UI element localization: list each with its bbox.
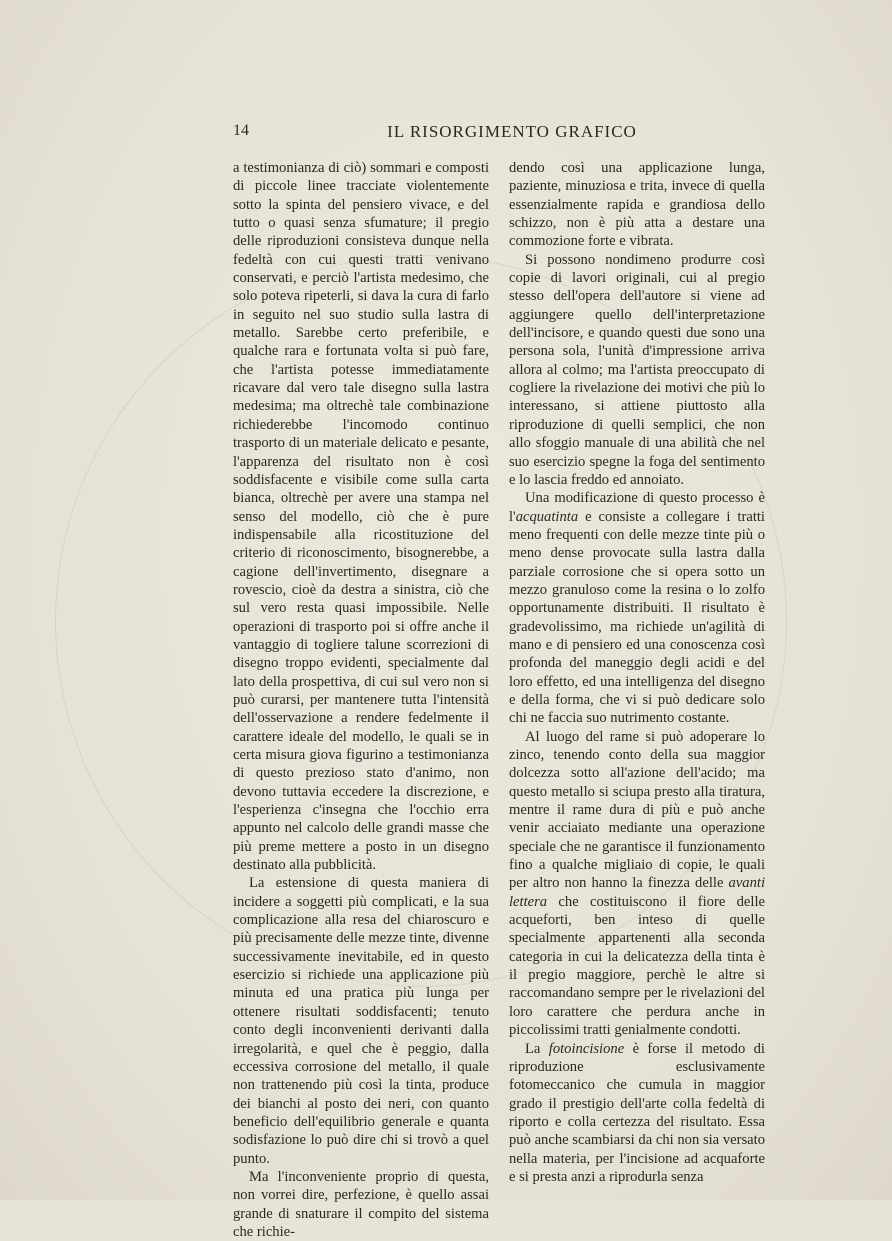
paragraph: Ma l'inconveniente proprio di questa, non vorrei dire, perfezione, è quello assai grande di snaturare il compito del sistema che richie-	[233, 1168, 489, 1240]
paragraph: Si possono nondimeno produrre così copie di lavori originali, cui al pregio stesso dell'opera dell'autore si viene ad aggiungere quello dell'interpretazione dell'incisore, e quando questi due sono una persona sola, l'unità d'impressione arriva allora al colmo; ma l'artista preoccupato di cogliere la rivelazione dei motivi che più lo interessano, si attiene piuttosto alla riproduzione di quelli semplici, che non allo sfoggio manuale di una abilità che nel suo esercizio spegne la foga del sentimento e lo lascia freddo ed annoiato.	[509, 251, 765, 488]
page-header	[233, 122, 767, 146]
running-title: IL RISORGIMENTO GRAFICO	[387, 122, 637, 141]
text-run: Al luogo del rame si può adoperare lo zinco, tenendo conto della sua maggior dolcezza sotto all'azione dell'acido; ma questo metallo si sciupa presto alla tiratura, mentre il rame dura di più e può anche venir acciaiato mediante una operazione speciale che ne garantisce il funzionamento fino a qualche migliaio di copie, le quali per altro non hanno la finezza delle	[509, 728, 765, 892]
text-run: e consiste a collegare i tratti meno frequenti con delle mezze tinte più o meno dense provocate sulla lastra dalla parziale corrosione che si opera sotto un mezzo granuloso come la resina o lo zolfo opportunamente distribuiti. Il risultato è gradevolissimo, ma richiede un'agilità di mano e di pensiero ed una conoscenza così profonda del maneggio degli acidi e del loro effetto, ed una intelligenza del disegno e della forma, che vi si può dedicare solo chi ne faccia suo nutrimento costante.	[509, 508, 765, 727]
paragraph: a testimonianza di ciò) sommari e composti di piccole linee tracciate violentemente sotto la spinta del pensiero vivace, e del tutto o quasi senza sfumature; il pregio delle riproduzioni consisteva dunque nella fedeltà con cui questi tratti venivano conservati, e perciò l'artista medesimo, che solo poteva ripeterli, si dava la cura di farlo in seguito nel suo studio sulla lastra di metallo. Sarebbe certo preferibile, e qualche rara e fortunata volta si può fare, che l'artista potesse immediatamente ricavare dal vero tale disegno sulla lastra medesima; ma oltrechè tale combinazione richiederebbe l'incomodo continuo trasporto di un materiale delicato e pesante, l'apparenza del risultato non è così soddisfacente e visibile come sulla carta bianca, oltrechè per avere una stampa nel senso del modello, ciò che è pure indispensabile alla ricostituzione del criterio di riconoscimento, bisognerebbe, a cagione dell'invertimento, disegnare a rovescio, cioè da destra a sinistra, ciò che sul vero resta quasi impossibile. Nelle operazioni di trasporto poi si offre anche il vantaggio di togliere talune scorrezioni di disegno troppo evidenti, specialmente dal lato della prospettiva, di cui sul vero non si può curarsi, per mantenere tutta l'intensità dell'osservazione a rendere fedelmente il carattere ideale del modello, le quali se in certa misura giova figurino a testimonianza di questo prezioso stato d'animo, non devono tuttavia eccedere la discrezione, e l'esperienza c'insegna che l'occhio erra appunto nel calcolo delle grandi masse che più preme mettere a posto in un disegno destinato alla pubblicità.	[233, 160, 489, 874]
paragraph: La estensione di questa maniera di incidere a soggetti più complicati, e la sua complicazione alla resa del chiaroscuro e più precisamente delle mezze tinte, divenne successivamente inevitabile, ed in questo esercizio si richiede una applicazione più minuta ed una pratica più lunga per ottenere risultati soddisfacenti; tenuto conto degli inconvenienti derivanti dalla irregolarità, e quel che è peggio, dalla eccessiva corrosione del metallo, il quale non trattenendo più così la tinta, produce dei bianchi al posto dei neri, con quanto beneficio dell'equilibrio generale e quanta sodisfazione lo può dire chi si trovò a quel punto.	[233, 875, 489, 1167]
text-run: che costituiscono il fiore delle acqueforti, ben inteso di quelle specialmente appartenenti alla seconda categoria in cui la delicatezza della tinta è il pregio maggiore, perchè le altre si raccomandano sempre per le rivelazioni del loro carattere che perdura anche in piccolissimi tratti genialmente condotti.	[509, 893, 765, 1039]
page-number: 14	[233, 122, 249, 139]
paragraph: dendo così una applicazione lunga, paziente, minuziosa e trita, invece di quella essenzialmente rapida e grandiosa dello schizzo, non è più atta a destare una commozione forte e vibrata.	[509, 160, 765, 250]
left-column	[233, 159, 489, 1241]
paragraph	[509, 489, 765, 727]
text-run: Una modificazione di questo processo è l'	[509, 490, 765, 525]
italic-term: acquatinta	[515, 508, 579, 525]
italic-term: avanti lettera	[509, 875, 765, 910]
right-column	[509, 159, 765, 1186]
paragraph	[509, 1040, 765, 1187]
text-run: La	[525, 1040, 549, 1057]
paragraph	[509, 728, 765, 1040]
italic-term: fotoincisione	[548, 1040, 625, 1057]
text-run: è forse il metodo di riproduzione esclusivamente fotomeccanico che cumula in maggior grado il prestigio dell'arte colla fedeltà di riporto e colla certezza del risultato. Essa può anche scambiarsi da chi non sia versato nella materia, per l'incisione ad acquaforte e si presta anzi a riprodurla senza	[509, 1040, 765, 1185]
